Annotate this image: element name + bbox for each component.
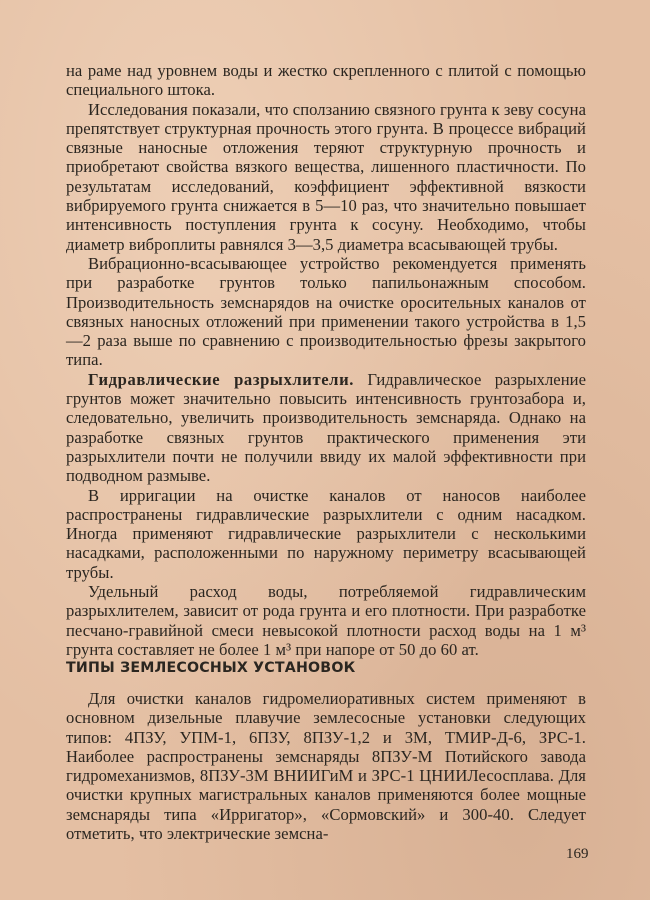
paragraph-irrigation: В ирригации на очистке каналов от наносов наиболее распространены гидравлические разрыхлители с одним насадком. Иногда применяют гидравлические разрыхлители с несколькими насадками, расположенными по наружному периметру всасывающей трубы. <box>66 485 586 582</box>
section-heading: ТИПЫ ЗЕМЛЕСОСНЫХ УСТАНОВОК <box>66 660 356 676</box>
paragraph-vibro-suction-device: Вибрационно-всасывающее устройство рекомендуется применять при разработке грунтов только папильонажным способом. Производительность земснарядов на очистке оросительных каналов от связных наносных отложений при применении такого устройства в 1,5—2 раза выше по сравнению с производительностью фрезы закрытого типа. <box>66 253 586 370</box>
run-in-heading-hydraulic-rippers: Гидравлические разрыхлители. <box>88 369 354 389</box>
paragraph-water-consumption: Удельный расход воды, потребляемой гидравлическим разрыхлителем, зависит от рода грунта и его плотности. При разработке песчано-гравийной смеси невысокой плотности расход воды на 1 м³ грунта составляет не более 1 м³ при напоре от 50 до 60 ат. <box>66 582 586 659</box>
paragraph-hydraulic-rippers <box>66 370 586 486</box>
paragraph-continuation: на раме над уровнем воды и жестко скрепленного с плитой с помощью специального штока. <box>66 61 586 100</box>
section-text-column <box>66 689 586 843</box>
page-number: 169 <box>566 846 589 862</box>
paragraph-dredger-types: Для очистки каналов гидромелиоративных систем применяют в основном дизельные плавучие землесосные установки следующих типов: 4ПЗУ, УПМ-1, 6ПЗУ, 8ПЗУ-1,2 и 3М, ТМИР-Д-6, ЗРС-1. Наиболее распространены земснаряды 8ПЗУ-М Потийского завода гидромеханизмов, 8ПЗУ-3М ВНИИГиМ и ЗРС-1 ЦНИИЛесосплава. Для очистки крупных магистральных каналов применяются более мощные земснаряды типа «Ирригатор», «Сормовский» и 300-40. Следует отметить, что электрические земсна- <box>66 689 586 844</box>
paragraph-hydraulic-rippers-cont: Однако на разработке связных грунтов практического применения эти разрыхлители почти не получили ввиду их малой эффективности при подводном размыве. <box>66 408 587 486</box>
main-text-column <box>66 61 586 659</box>
paragraph-vibration-research: Исследования показали, что сползанию связного грунта к зеву сосуна препятствует структурная прочность этого грунта. В процессе вибраций связные наносные отложения теряют структурную прочность и приобретают свойства вязкого вещества, лишенного пластичности. По результатам исследований, коэффициент эффективной вязкости вибрируемого грунта снижается в 5—10 раз, что значительно повышает интенсивность поступления грунта к сосуну. Необходимо, чтобы диаметр виброплиты равнялся 3—3,5 диаметра всасывающей трубы. <box>66 99 586 254</box>
hydraulic-rippers-text: Гидравлическое разрыхление грунтов может значительно повысить интенсивность грунтозабора и, следовательно, увеличить производительность земснаряда. <box>66 369 586 428</box>
